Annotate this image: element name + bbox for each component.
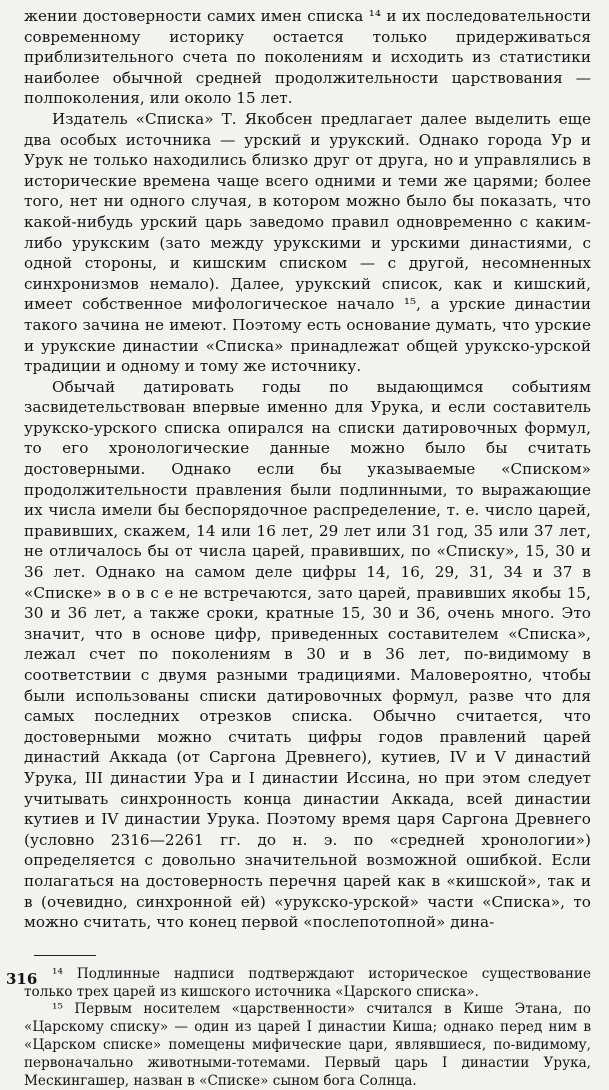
page-number: 316 — [6, 970, 38, 988]
footnote-15: ¹⁵ Первым носителем «царственности» считался в Кише Этана, по «Царскому списку» — один из царей I династии Киша; однако перед ним в «Царском списке» помещены мифические цари, являвшиеся, по-видимому, первоначально животными-тотемами. Первый царь I династии Урука, Мескингашер, назван в «Списке» сыном бога Солнца. — [24, 1001, 591, 1089]
footnotes — [24, 966, 591, 1090]
footnote-rule — [34, 955, 96, 956]
paragraph-3: Обычай датировать годы по выдающимся событиям засвидетельствован впервые именно для Урука, и если составитель урукско-урского списка опирался на списки датировочных формул, то его хронологические данные можно было бы считать достоверными. Однако если бы указываемые «Списком» продолжительности правления были подлинными, то выражающие их числа имели бы беспорядочное распределение, т. е. число царей, правивших, скажем, 14 или 16 лет, 29 лет или 31 год, 35 или 37 лет, не отличалось бы от числа царей, правивших, по «Списку», 15, 30 и 36 лет. Однако на самом деле цифры 14, 16, 29, 31, 34 и 37 в «Списке» в о в с е не встречаются, зато царей, правивших якобы 15, 30 и 36 лет, а также сроки, кратные 15, 30 и 36, очень много. Это значит, что в основе цифр, приведенных составителем «Списка», лежал счет по поколениям в 30 и в 36 лет, по-видимому в соответствии с двумя разными традициями. Маловероятно, чтобы были использованы списки датировочных формул, разве что для самых последних отрезков списка. Обычно считается, что достоверными можно считать цифры годов правлений царей династий Аккада (от Саргона Древнего), кутиев, IV и V династий Урука, III династии Ура и I династии Иссина, но при этом следует учитывать синхронность конца династии Аккада, всей династии кутиев и IV династии Урука. Поэтому время царя Саргона Древнего (условно 2316—2261 гг. до н. э. по «средней хронологии») определяется с довольно значительной возможной ошибкой. Если полагаться на достоверность перечня царей как в «кишской», так и в (очевидно, синхронной ей) «урукско-урской» части «Списка», то можно считать, что конец первой «послепотопной» дина- — [24, 377, 591, 932]
footnote-14: ¹⁴ Подлинные надписи подтверждают историческое существование только трех царей из кишского источника «Царского списка». — [24, 965, 591, 1000]
paragraph-2: Издатель «Списка» Т. Якобсен предлагает далее выделить еще два особых источника — урский и урукский. Однако города Ур и Урук не только находились близко друг от друга, но и управлялись в исторические времена чаще всего одними и теми же царями; более того, нет ни одного случая, в котором можно было бы показать, что какой-нибудь урский царь заведомо правил одновременно с каким-либо урукским (зато между урукскими и урскими династиями, с одной стороны, и кишским списком — с другой, несомненных синхронизмов немало). Далее, урукский список, как и кишский, имеет собственное мифологическое начало ¹⁵, а урские династии такого зачина не имеют. Поэтому есть основание думать, что урские и урукские династии «Списка» принадлежат общей урукско-урской традиции и одному и тому же источнику. — [24, 109, 591, 376]
main-text — [24, 6, 591, 933]
paragraph-1: жении достоверности самих имен списка ¹⁴ и их последовательности современному историку остается только придерживаться приблизительного счета по поколениям и исходить из статистики наиболее обычной средней продолжительности царствования — полпоколения, или около 15 лет. — [24, 7, 591, 108]
